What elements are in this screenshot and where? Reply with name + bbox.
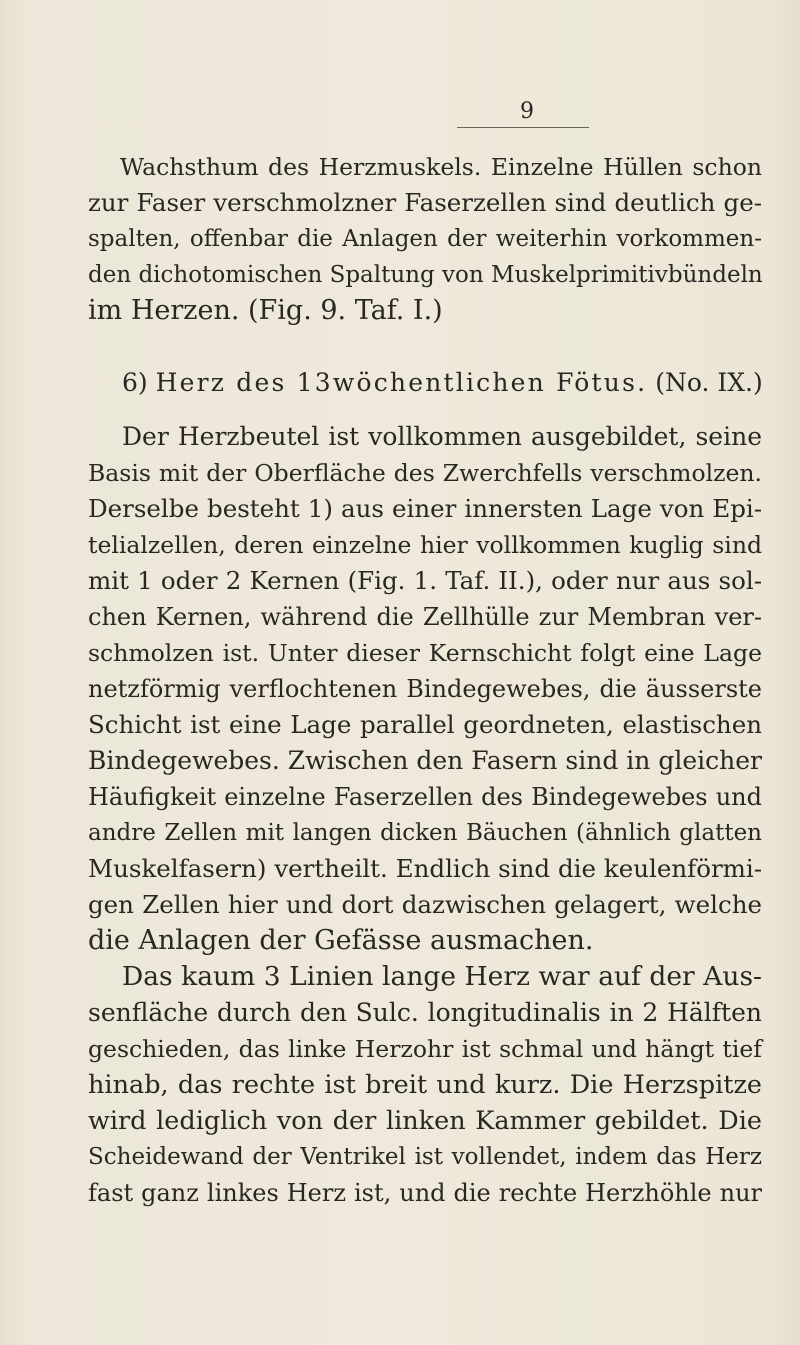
text-line: Muskelfasern) vertheilt. Endlich sind die keulenförmi-	[88, 854, 762, 883]
text-line: mit 1 oder 2 Kernen (Fig. 1. Taf. II.), oder nur aus sol-	[88, 566, 762, 595]
text-line: Das kaum 3 Linien lange Herz war auf der Aus-	[122, 961, 762, 992]
text-line: Der Herzbeutel ist vollkommen ausgebildet, seine	[122, 422, 762, 451]
text-line: Häufigkeit einzelne Faserzellen des Bindegewebes und	[88, 783, 762, 811]
text-line: gen Zellen hier und dort dazwischen gelagert, welche	[88, 890, 762, 919]
text-line: spalten, offenbar die Anlagen der weiterhin vorkommen-	[88, 226, 762, 252]
text-line: Schicht ist eine Lage parallel geordneten, elastischen	[88, 710, 762, 739]
text-line: chen Kernen, während die Zellhülle zur Membran ver-	[88, 603, 762, 631]
text-line: schmolzen ist. Unter dieser Kernschicht folgt eine Lage	[88, 639, 762, 667]
header-rule	[457, 127, 589, 128]
text-line: den dichotomischen Spaltung von Muskelprimitivbündeln	[88, 262, 763, 288]
text-line: senfläche durch den Sulc. longitudinalis in 2 Hälften	[88, 998, 762, 1027]
page-number: 9	[520, 99, 534, 124]
section-reference: (No. IX.)	[655, 368, 763, 397]
section-title: Herz des 13wöchentlichen Fötus.	[155, 368, 648, 397]
section-number: 6)	[122, 368, 148, 397]
text-line: Scheidewand der Ventrikel ist vollendet, indem das Herz	[88, 1144, 762, 1170]
text-line: Wachsthum des Herzmuskels. Einzelne Hüllen schon	[120, 153, 762, 181]
text-line: netzförmig verflochtenen Bindegewebes, die äusserste	[88, 675, 762, 703]
text-line: Basis mit der Oberfläche des Zwerchfells verschmolzen.	[88, 459, 762, 487]
text-line: im Herzen. (Fig. 9. Taf. I.)	[88, 295, 443, 326]
text-line: Derselbe besteht 1) aus einer innersten Lage von Epi-	[88, 494, 762, 523]
text-line: geschieden, das linke Herzohr ist schmal und hängt tief	[88, 1035, 762, 1063]
text-line: wird lediglich von der linken Kammer gebildet. Die	[88, 1106, 762, 1136]
section-heading	[122, 366, 763, 400]
text-line: andre Zellen mit langen dicken Bäuchen (ähnlich glatten	[88, 820, 762, 846]
text-line: zur Faser verschmolzner Faserzellen sind deutlich ge-	[88, 188, 762, 217]
text-line: fast ganz linkes Herz ist, und die rechte Herzhöhle nur	[88, 1179, 762, 1207]
text-line: Bindegewebes. Zwischen den Fasern sind in gleicher	[88, 746, 762, 775]
text-line: die Anlagen der Gefässe ausmachen.	[88, 925, 594, 956]
text-line: hinab, das rechte ist breit und kurz. Die Herzspitze	[88, 1070, 762, 1100]
text-line: telialzellen, deren einzelne hier vollkommen kuglig sind	[88, 531, 762, 559]
